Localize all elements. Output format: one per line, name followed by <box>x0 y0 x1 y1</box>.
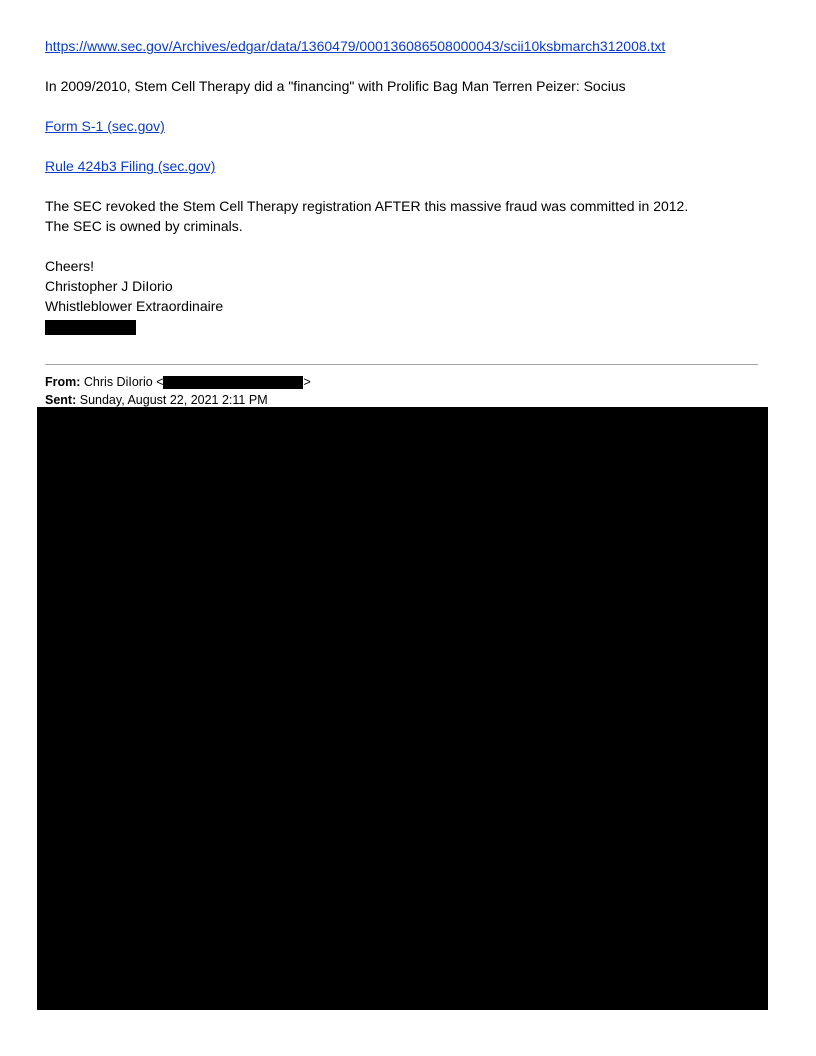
email-divider <box>45 364 758 365</box>
sent-label: Sent: <box>45 393 77 407</box>
rule-424b3-link-line[interactable] <box>45 156 215 176</box>
email-body-redaction <box>37 407 768 1010</box>
from-email-redaction <box>163 376 303 389</box>
email-from-line <box>45 374 311 390</box>
edgar-url[interactable]: https://www.sec.gov/Archives/edgar/data/1360479/000136086508000043/scii10ksbmarch312008.txt <box>45 38 666 54</box>
owned-text: The SEC is owned by criminals. <box>45 218 243 234</box>
signature-title: Whistleblower Extraordinaire <box>45 298 224 314</box>
email-sent-line <box>45 392 268 408</box>
signature-redaction <box>45 320 136 335</box>
signature-closing: Cheers! <box>45 258 95 274</box>
from-name: Chris DiIorio < <box>83 375 164 389</box>
signature-name: Christopher J DiIorio <box>45 278 173 294</box>
financing-text: In 2009/2010, Stem Cell Therapy did a "financing" with Prolific Bag Man Terren Peizer: Socius <box>45 78 626 94</box>
form-s1-link[interactable]: Form S-1 (sec.gov) <box>45 118 165 134</box>
from-close: > <box>303 375 311 389</box>
edgar-url-link[interactable] <box>45 36 665 56</box>
sent-value: Sunday, August 22, 2021 2:11 PM <box>79 393 268 407</box>
form-s1-link-line[interactable] <box>45 116 165 136</box>
rule-424b3-link[interactable]: Rule 424b3 Filing (sec.gov) <box>45 158 216 174</box>
from-label: From: <box>45 375 81 389</box>
revoked-text: The SEC revoked the Stem Cell Therapy registration AFTER this massive fraud was committed in 2012. <box>45 198 689 214</box>
